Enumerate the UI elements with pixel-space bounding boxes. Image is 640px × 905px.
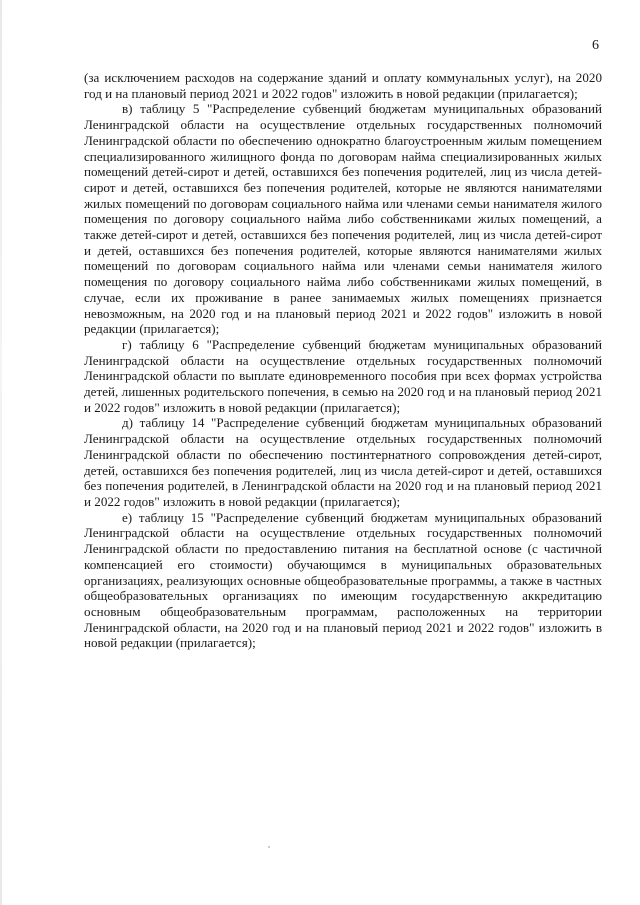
page-number: 6 bbox=[592, 38, 599, 53]
scan-speck bbox=[268, 846, 270, 848]
paragraph-item-g: г) таблицу 6 "Распределение субвенций бюджетам муниципальных образований Ленинградской области на осуществление отдельных государственных полномочий Ленинградской области по выплате единовременного пособия при всех формах устройства детей, лишенных родительского попечения, в семью на 2020 год и на плановый период 2021 и 2022 годов" изложить в новой редакции (прилагается); bbox=[84, 336, 602, 415]
scan-edge-shadow bbox=[0, 0, 2, 905]
document-body bbox=[84, 70, 602, 651]
paragraph-item-v: в) таблицу 5 "Распределение субвенций бюджетам муниципальных образований Ленинградской области на осуществление отдельных государственных полномочий Ленинградской области по обеспечению однократно благоустроенным жилым помещением специализированного жилищного фонда по договорам найма специализированных жилых помещений детей-сирот и детей, оставшихся без попечения родителей, лиц из числа детей-сирот и детей, оставшихся без попечения родителей, которые не являются нанимателями жилых помещений по договорам социального найма или членами семьи нанимателя жилого помещения по договору социального найма либо собственниками жилых помещений, а также детей-сирот и детей, оставшихся без попечения родителей, лиц из числа детей-сирот и детей, оставшихся без попечения родителей, которые являются нанимателями жилых помещений по договорам социального найма или членами семьи нанимателя жилого помещения по договору социального найма либо собственниками жилых помещений, в случае, если их проживание в ранее занимаемых жилых помещениях признается невозможным, на 2020 год и на плановый период 2021 и 2022 годов" изложить в новой редакции (прилагается); bbox=[84, 101, 602, 337]
paragraph-item-e: е) таблицу 15 "Распределение субвенций бюджетам муниципальных образований Ленинградской области на осуществление отдельных государственных полномочий Ленинградской области по предоставлению питания на бесплатной основе (с частичной компенсацией его стоимости) обучающимся в муниципальных образовательных организациях, реализующих основные общеобразовательные программы, а также в частных общеобразовательных организациях по имеющим государственную аккредитацию основным общеобразовательным программам, расположенных на территории Ленинградской области, на 2020 год и на плановый период 2021 и 2022 годов" изложить в новой редакции (прилагается); bbox=[84, 509, 602, 651]
paragraph-continuation: (за исключением расходов на содержание зданий и оплату коммунальных услуг), на 2020 год и на плановый период 2021 и 2022 годов" изложить в новой редакции (прилагается); bbox=[84, 70, 602, 101]
paragraph-item-d: д) таблицу 14 "Распределение субвенций бюджетам муниципальных образований Ленинградской области на осуществление отдельных государственных полномочий Ленинградской области по обеспечению постинтернатного сопровождения детей-сирот, детей, оставшихся без попечения родителей, лиц из числа детей-сирот и детей, оставшихся без попечения родителей, в Ленинградской области на 2020 год и на плановый период 2021 и 2022 годов" изложить в новой редакции (прилагается); bbox=[84, 415, 602, 509]
